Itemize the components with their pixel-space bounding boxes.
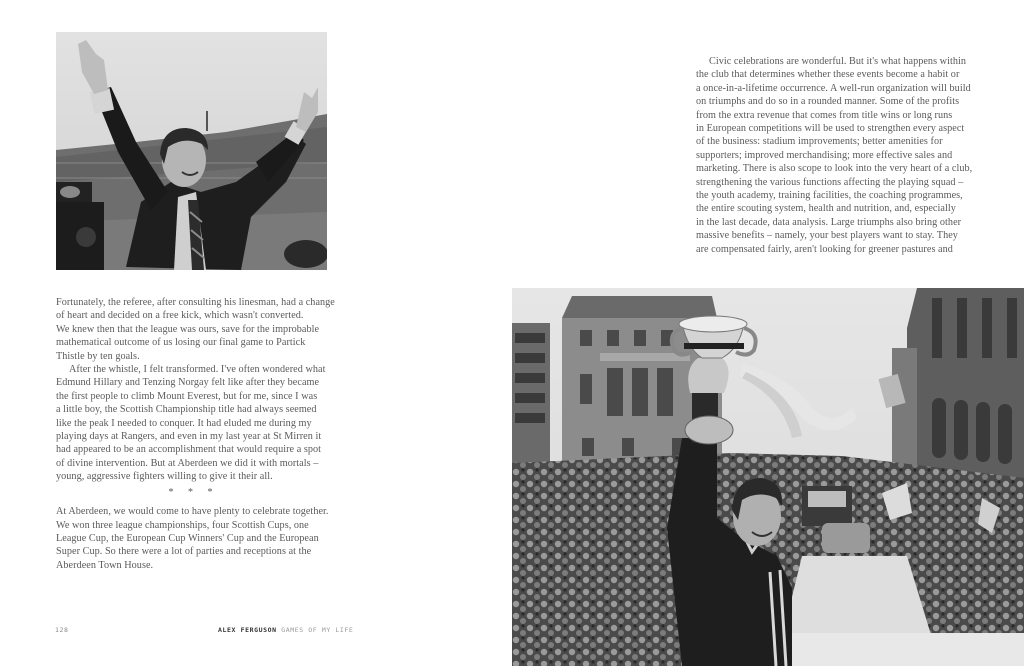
text-line: Thistle by ten goals. (56, 350, 140, 362)
text-line: the youth academy, training facilities, the coaching programmes, (696, 190, 963, 202)
text-line: supporters; improved merchandising; more effective sales and (696, 149, 953, 161)
text-line: After the whistle, I felt transformed. I've often wondered what (69, 364, 326, 376)
text-line: Aberdeen Town House. (56, 559, 154, 571)
text-line: We knew then that the league was ours, save for the improbable (56, 323, 320, 335)
left-text-column (56, 296, 335, 572)
paragraph-2 (56, 363, 331, 484)
text-line: a little boy, the Scottish Championship title had always seemed (56, 404, 317, 416)
section-break: * * * (168, 486, 219, 498)
text-line: Edmund Hillary and Tenzing Norgay felt like after they became (56, 377, 320, 389)
running-head-title: GAMES OF MY LIFE (281, 626, 354, 634)
text-line: the entire scouting system, health and nutrition, and, especially (696, 203, 956, 215)
text-line: Civic celebrations are wonderful. But it's what happens within (709, 56, 967, 67)
text-line: had appeared to be an accomplishment that would require a spot (56, 444, 322, 456)
text-line: mathematical outcome of us losing our final game to Partick (56, 337, 306, 349)
text-line: young, aggressive fighters willing to give it their all. (56, 471, 273, 483)
right-text-column (696, 55, 971, 256)
text-line: on triumphs and do so in a rounded manner. Some of the profits (696, 96, 960, 108)
running-head (218, 626, 353, 634)
page-number: 128 (55, 626, 69, 634)
paragraph-3 (56, 505, 331, 572)
text-line: are compensated fairly, aren't looking for greener pastures and (696, 243, 953, 255)
paragraph-4 (696, 55, 971, 256)
text-line: playing days at Rangers, and even in my last year at St Mirren it (56, 431, 322, 443)
text-line: We won three league championships, four Scottish Cups, one (56, 519, 309, 531)
text-line: of heart and decided on a free kick, which wasn't converted. (56, 310, 304, 322)
text-line: Super Cup. So there were a lot of parties and receptions at the (56, 546, 312, 558)
text-line: of the business: stadium improvements; better amenities for (696, 136, 943, 148)
text-line: in European competitions will be used to strengthen every aspect (696, 123, 965, 135)
text-line: the club that determines whether these events become a habit or (696, 69, 960, 81)
text-line: from the extra revenue that comes from title wins or long runs (696, 109, 953, 121)
text-line: Fortunately, the referee, after consulting his linesman, had a change (56, 297, 335, 308)
text-line: marketing. There is also scope to look into the very heart of a club, (696, 163, 973, 175)
text-line: in the last decade, data analysis. Large triumphs also bring other (696, 216, 962, 228)
photo-manager-lifting-trophy (512, 288, 1024, 666)
photo-manager-celebrating (56, 32, 327, 270)
text-line: massive benefits – namely, your best players want to stay. They (696, 230, 958, 242)
running-head-author: ALEX FERGUSON (218, 626, 277, 634)
text-line: League Cup, the European Cup Winners' Cup and the European (56, 532, 319, 544)
text-line: the first people to climb Mount Everest, but for me, since I was (56, 390, 318, 402)
paragraph-1 (56, 296, 335, 363)
photo-2-image (512, 288, 1024, 666)
text-line: a once-in-a-lifetime occurrence. A well-run organization will build (696, 82, 971, 94)
photo-1-image (56, 32, 327, 270)
text-line: like the peak I needed to conquer. It had eluded me during my (56, 417, 312, 429)
text-line: strengthening the various functions affecting the playing squad – (696, 176, 964, 188)
text-line: of divine intervention. But at Aberdeen we did it with mortals – (56, 457, 319, 469)
text-line: At Aberdeen, we would come to have plenty to celebrate together. (56, 506, 329, 518)
